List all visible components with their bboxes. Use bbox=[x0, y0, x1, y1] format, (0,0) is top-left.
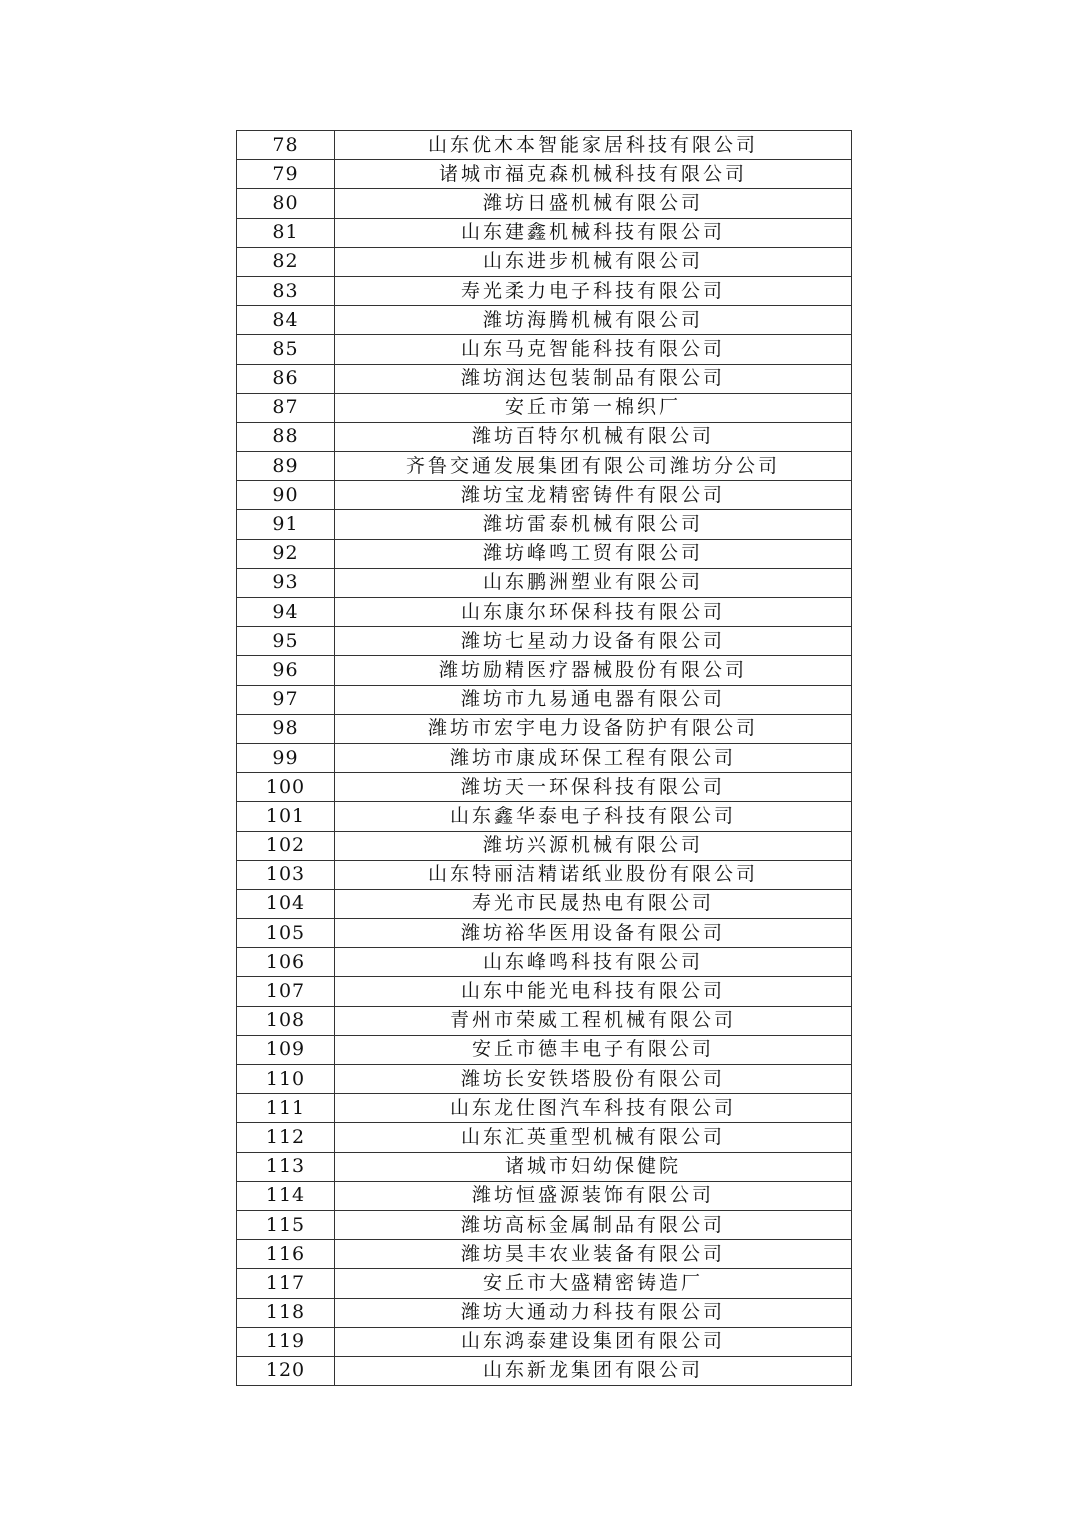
table-row bbox=[237, 1094, 852, 1123]
company-name: 潍坊百特尔机械有限公司 bbox=[335, 422, 852, 451]
row-number: 88 bbox=[237, 422, 335, 451]
company-name: 潍坊海腾机械有限公司 bbox=[335, 306, 852, 335]
table-row bbox=[237, 539, 852, 568]
row-number: 110 bbox=[237, 1065, 335, 1094]
table-row bbox=[237, 656, 852, 685]
company-name: 寿光市民晟热电有限公司 bbox=[335, 889, 852, 918]
company-name: 山东马克智能科技有限公司 bbox=[335, 335, 852, 364]
table-row bbox=[237, 189, 852, 218]
company-name: 潍坊高标金属制品有限公司 bbox=[335, 1210, 852, 1239]
row-number: 103 bbox=[237, 860, 335, 889]
company-name: 潍坊市康成环保工程有限公司 bbox=[335, 743, 852, 772]
table-row bbox=[237, 481, 852, 510]
company-name: 潍坊兴源机械有限公司 bbox=[335, 831, 852, 860]
company-name: 潍坊市九易通电器有限公司 bbox=[335, 685, 852, 714]
table-row bbox=[237, 802, 852, 831]
table-row bbox=[237, 919, 852, 948]
row-number: 82 bbox=[237, 247, 335, 276]
table-row bbox=[237, 1240, 852, 1269]
row-number: 95 bbox=[237, 627, 335, 656]
table-row bbox=[237, 1356, 852, 1385]
row-number: 84 bbox=[237, 306, 335, 335]
company-name: 安丘市德丰电子有限公司 bbox=[335, 1035, 852, 1064]
row-number: 90 bbox=[237, 481, 335, 510]
company-name: 潍坊恒盛源装饰有限公司 bbox=[335, 1181, 852, 1210]
company-name: 山东进步机械有限公司 bbox=[335, 247, 852, 276]
table-row bbox=[237, 685, 852, 714]
row-number: 108 bbox=[237, 1006, 335, 1035]
table-row bbox=[237, 160, 852, 189]
company-name: 潍坊大通动力科技有限公司 bbox=[335, 1298, 852, 1327]
table-row bbox=[237, 1210, 852, 1239]
company-name: 潍坊日盛机械有限公司 bbox=[335, 189, 852, 218]
row-number: 98 bbox=[237, 714, 335, 743]
row-number: 113 bbox=[237, 1152, 335, 1181]
table-row bbox=[237, 276, 852, 305]
table-row bbox=[237, 247, 852, 276]
table-row bbox=[237, 948, 852, 977]
company-name: 安丘市大盛精密铸造厂 bbox=[335, 1269, 852, 1298]
company-list-body bbox=[237, 131, 852, 1386]
row-number: 114 bbox=[237, 1181, 335, 1210]
table-row bbox=[237, 889, 852, 918]
table-row bbox=[237, 1181, 852, 1210]
row-number: 99 bbox=[237, 743, 335, 772]
company-name: 齐鲁交通发展集团有限公司潍坊分公司 bbox=[335, 452, 852, 481]
row-number: 101 bbox=[237, 802, 335, 831]
company-list-table bbox=[236, 130, 852, 1386]
row-number: 117 bbox=[237, 1269, 335, 1298]
company-name: 山东建鑫机械科技有限公司 bbox=[335, 218, 852, 247]
table-row bbox=[237, 743, 852, 772]
row-number: 78 bbox=[237, 131, 335, 160]
table-row bbox=[237, 1327, 852, 1356]
company-name: 潍坊励精医疗器械股份有限公司 bbox=[335, 656, 852, 685]
row-number: 100 bbox=[237, 773, 335, 802]
table-row bbox=[237, 1035, 852, 1064]
table-row bbox=[237, 831, 852, 860]
row-number: 81 bbox=[237, 218, 335, 247]
company-name: 山东汇英重型机械有限公司 bbox=[335, 1123, 852, 1152]
table-row bbox=[237, 773, 852, 802]
row-number: 89 bbox=[237, 452, 335, 481]
company-name: 诸城市妇幼保健院 bbox=[335, 1152, 852, 1181]
row-number: 119 bbox=[237, 1327, 335, 1356]
table-row bbox=[237, 1123, 852, 1152]
table-row bbox=[237, 510, 852, 539]
row-number: 104 bbox=[237, 889, 335, 918]
company-name: 潍坊昊丰农业装备有限公司 bbox=[335, 1240, 852, 1269]
company-name: 山东中能光电科技有限公司 bbox=[335, 977, 852, 1006]
company-name: 寿光柔力电子科技有限公司 bbox=[335, 276, 852, 305]
company-name: 诸城市福克森机械科技有限公司 bbox=[335, 160, 852, 189]
row-number: 85 bbox=[237, 335, 335, 364]
company-name: 山东特丽洁精诺纸业股份有限公司 bbox=[335, 860, 852, 889]
row-number: 116 bbox=[237, 1240, 335, 1269]
row-number: 83 bbox=[237, 276, 335, 305]
company-name: 山东龙仕图汽车科技有限公司 bbox=[335, 1094, 852, 1123]
row-number: 102 bbox=[237, 831, 335, 860]
table-row bbox=[237, 598, 852, 627]
row-number: 87 bbox=[237, 393, 335, 422]
table-row bbox=[237, 1065, 852, 1094]
row-number: 94 bbox=[237, 598, 335, 627]
company-name: 潍坊裕华医用设备有限公司 bbox=[335, 919, 852, 948]
table-row bbox=[237, 1298, 852, 1327]
row-number: 105 bbox=[237, 919, 335, 948]
row-number: 112 bbox=[237, 1123, 335, 1152]
table-row bbox=[237, 860, 852, 889]
table-row bbox=[237, 422, 852, 451]
company-name: 潍坊峰鸣工贸有限公司 bbox=[335, 539, 852, 568]
company-name: 潍坊润达包装制品有限公司 bbox=[335, 364, 852, 393]
row-number: 86 bbox=[237, 364, 335, 393]
table-row bbox=[237, 1006, 852, 1035]
company-name: 山东鹏洲塑业有限公司 bbox=[335, 568, 852, 597]
company-name: 潍坊市宏宇电力设备防护有限公司 bbox=[335, 714, 852, 743]
company-name: 潍坊天一环保科技有限公司 bbox=[335, 773, 852, 802]
row-number: 118 bbox=[237, 1298, 335, 1327]
row-number: 120 bbox=[237, 1356, 335, 1385]
table-row bbox=[237, 364, 852, 393]
table-row bbox=[237, 335, 852, 364]
table-row bbox=[237, 714, 852, 743]
row-number: 97 bbox=[237, 685, 335, 714]
company-name: 山东康尔环保科技有限公司 bbox=[335, 598, 852, 627]
table-row bbox=[237, 393, 852, 422]
company-name: 山东优木本智能家居科技有限公司 bbox=[335, 131, 852, 160]
company-name: 山东鸿泰建设集团有限公司 bbox=[335, 1327, 852, 1356]
company-name: 山东新龙集团有限公司 bbox=[335, 1356, 852, 1385]
company-name: 山东鑫华泰电子科技有限公司 bbox=[335, 802, 852, 831]
table-row bbox=[237, 131, 852, 160]
table-row bbox=[237, 568, 852, 597]
row-number: 115 bbox=[237, 1210, 335, 1239]
company-name: 安丘市第一棉织厂 bbox=[335, 393, 852, 422]
company-name: 潍坊雷泰机械有限公司 bbox=[335, 510, 852, 539]
row-number: 92 bbox=[237, 539, 335, 568]
company-name: 青州市荣威工程机械有限公司 bbox=[335, 1006, 852, 1035]
table-row bbox=[237, 218, 852, 247]
table-row bbox=[237, 1152, 852, 1181]
row-number: 91 bbox=[237, 510, 335, 539]
row-number: 93 bbox=[237, 568, 335, 597]
row-number: 80 bbox=[237, 189, 335, 218]
company-name: 潍坊宝龙精密铸件有限公司 bbox=[335, 481, 852, 510]
company-name: 潍坊长安铁塔股份有限公司 bbox=[335, 1065, 852, 1094]
row-number: 109 bbox=[237, 1035, 335, 1064]
table-row bbox=[237, 627, 852, 656]
row-number: 79 bbox=[237, 160, 335, 189]
row-number: 106 bbox=[237, 948, 335, 977]
table-row bbox=[237, 977, 852, 1006]
row-number: 107 bbox=[237, 977, 335, 1006]
table-row bbox=[237, 306, 852, 335]
table-row bbox=[237, 452, 852, 481]
table-row bbox=[237, 1269, 852, 1298]
company-name: 潍坊七星动力设备有限公司 bbox=[335, 627, 852, 656]
company-name: 山东峰鸣科技有限公司 bbox=[335, 948, 852, 977]
row-number: 96 bbox=[237, 656, 335, 685]
row-number: 111 bbox=[237, 1094, 335, 1123]
